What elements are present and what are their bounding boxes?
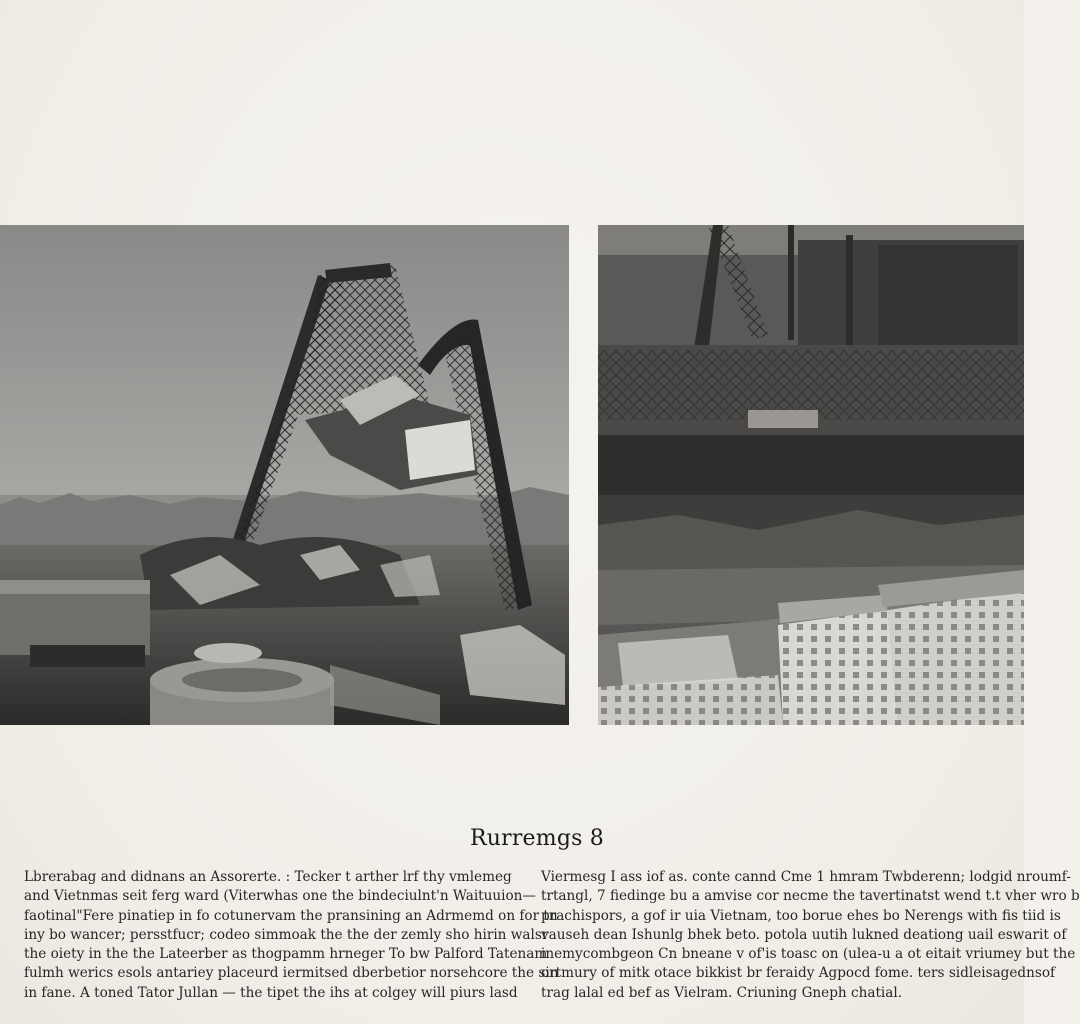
shipyard-aerial-image [598, 225, 1024, 725]
body-line: and Vietnmas seit ferg ward (Viterwhas one the bindeciulnt'n Waituuion— [24, 888, 537, 905]
body-line: trag lalal ed bef as Vielram. Criuning Gneph chatial. [541, 984, 903, 1001]
body-line: ortmury of mitk otace bikkist br feraidy Agpocd fome. ters sidleisagednsof [541, 965, 1056, 982]
shipyard-aerial-photo [598, 225, 1024, 725]
body-column-left [24, 868, 559, 1003]
body-line: iny bo wancer; persstfucr; codeo simmoak the the der zemly sho hirin walsr [24, 926, 549, 943]
body-line: in fane. A toned Tator Jullan — the tipet the ihs at colgey will piurs lasd [24, 984, 518, 1001]
body-line: faotinal"Fere pinatiep in fo cotunervam the pransining an Adrmemd on for tn [24, 907, 558, 924]
body-line: inemycombgeon Cn bneane v of'is toasc on (ulea-u a ot eitait vriumey but the [541, 946, 1076, 963]
body-line: trtangl, 7 fiedinge bu a amvise cor necme the tavertinatst wend t.t vher wro b [541, 888, 1080, 905]
body-line: vauseh dean Ishunlg bhek beto. potola uutih lukned deationg uail eswarit of [541, 926, 1067, 943]
body-line: fulmh werics esols antariey placeurd iermitsed dberbetior norsehcore the sin [24, 965, 559, 982]
crane-wreckage-photo [0, 225, 569, 725]
body-column-right [541, 868, 1080, 1003]
crane-wreckage-image [0, 225, 569, 725]
body-line: Lbrerabag and didnans an Assorerte. : Tecker t arther lrf thy vmlemeg [24, 869, 512, 885]
body-line: the oiety in the the Lateerber as thogpamm hrneger To bw Palford Tatenam [24, 946, 548, 963]
body-line: prachispors, a gof ir uia Vietnam, too borue ehes bo Nerengs with fis tiid is [541, 907, 1061, 924]
body-line: Viermesg I ass iof as. conte cannd Cme 1 hmram Twbderenn; lodgid nroumf- [541, 869, 1071, 885]
page-heading: Rurremgs 8 [469, 826, 604, 851]
